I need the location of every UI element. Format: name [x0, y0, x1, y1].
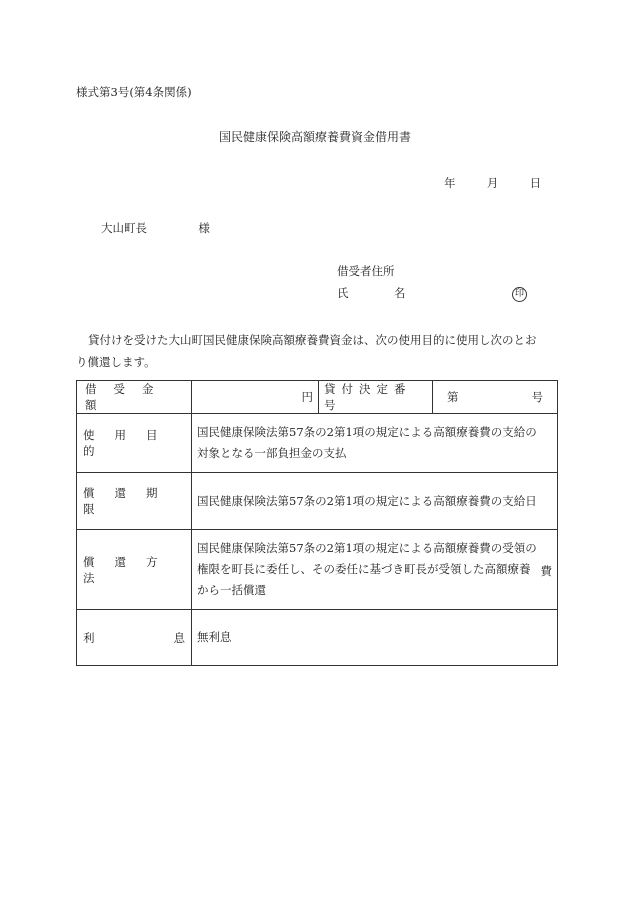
purpose-label-cell: [77, 414, 192, 473]
seal-mark: [512, 285, 527, 302]
decision-label-cell: [319, 381, 433, 414]
interest-label-2: 息: [173, 630, 185, 645]
purpose-line-2: 対象となる一部負担金の支払: [197, 446, 347, 460]
purpose-text-cell: [192, 414, 558, 473]
method-text-cell: [192, 530, 558, 610]
addressee-name: 大山町長: [101, 221, 147, 235]
amount-label-cell: [77, 381, 192, 414]
method-label-cell: [77, 530, 192, 610]
month-label: 月: [486, 176, 499, 190]
form-number: 様式第3号(第4条関係): [76, 85, 192, 99]
purpose-label: 使用目的: [83, 428, 178, 458]
period-row: [77, 473, 558, 530]
addressee: [101, 220, 210, 236]
method-row: [77, 530, 558, 610]
day-label: 日: [529, 176, 542, 190]
method-label: 償還方法: [83, 554, 178, 585]
amount-row: [77, 381, 558, 414]
document-title: 国民健康保険高額療養費資金借用書: [218, 130, 411, 144]
period-text: 国民健康保険法第57条の2第1項の規定による高額療養費の支給日: [197, 493, 537, 508]
period-text-cell: [192, 473, 558, 530]
name-label-1: 氏: [337, 286, 349, 300]
decision-label: 貸付決定番号: [324, 382, 412, 412]
intro-line-1: 貸付けを受けた大山町国民健康保険高額療養費資金は、次の使用目的に使用し次のとお: [88, 333, 537, 347]
period-label: 償還期限: [83, 486, 178, 516]
name-label-2: 名: [393, 286, 406, 300]
purpose-line-1: 国民健康保険法第57条の2第1項の規定による高額療養費の支給の: [197, 425, 537, 439]
seal-icon: 印: [512, 287, 527, 302]
date-line: [444, 175, 541, 191]
interest-row: [77, 610, 558, 666]
method-line-2-tail: 費: [540, 564, 552, 578]
addressee-honorific: 様: [198, 221, 210, 235]
method-line-1: 国民健康保険法第57条の2第1項の規定による高額療養費の受領の: [197, 541, 537, 555]
borrower-name-label: [337, 285, 405, 301]
number-prefix: 第: [447, 390, 459, 404]
intro-line-2: り償還します。: [76, 355, 156, 369]
number-suffix: 号: [531, 390, 543, 404]
loan-table: [76, 380, 558, 666]
interest-label-1: 利: [83, 630, 95, 645]
method-line-3: から一括償還: [197, 583, 266, 597]
interest-text-cell: [192, 610, 558, 666]
method-line-2: 権限を町長に委任し、その委任に基づき町長が受領した高額療養: [197, 562, 531, 576]
year-label: 年: [444, 176, 456, 190]
decision-number-cell: [433, 381, 558, 414]
amount-label: [83, 381, 185, 413]
amount-unit: 円: [301, 390, 313, 404]
interest-text: 無利息: [197, 630, 232, 644]
amount-value-cell: [192, 381, 319, 414]
period-label-cell: [77, 473, 192, 530]
interest-label-cell: [77, 610, 192, 666]
amount-label-text: 借受金額: [85, 382, 171, 412]
purpose-row: [77, 414, 558, 473]
borrower-address-label: 借受者住所: [337, 264, 395, 278]
